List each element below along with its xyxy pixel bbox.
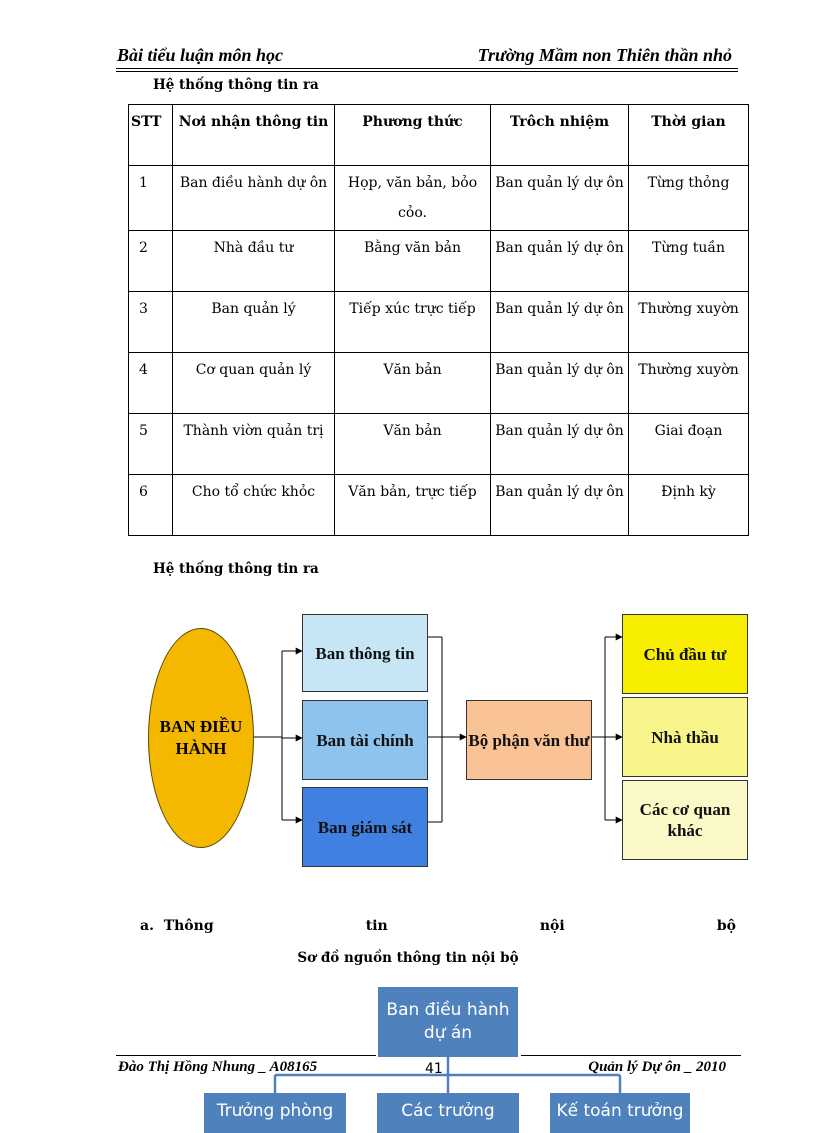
page-number: 41 bbox=[425, 1061, 443, 1077]
diagram-hub-node: Bộ phận văn thư bbox=[466, 700, 592, 780]
table-cell: Ban quản lý dự ôn bbox=[491, 166, 629, 231]
table-cell: 2 bbox=[129, 231, 173, 292]
intro-word: Thông bbox=[163, 918, 214, 934]
footer-rule bbox=[521, 1055, 741, 1056]
table-cell: Ban quản lý dự ôn bbox=[491, 353, 629, 414]
table-cell: Văn bản, trực tiếp bbox=[335, 475, 491, 536]
intro-word: nội bbox=[539, 918, 565, 934]
table-cell: Ban điều hành dự ôn bbox=[173, 166, 335, 231]
table-cell: Ban quản lý dự ôn bbox=[491, 414, 629, 475]
org-node-top: Ban điều hành dự án bbox=[378, 987, 518, 1057]
table-cell: Thường xuyờn bbox=[629, 353, 749, 414]
column-header: STT bbox=[129, 105, 173, 166]
table-cell: Văn bản bbox=[335, 414, 491, 475]
diagram-source-node: BAN ĐIỀU HÀNH bbox=[148, 628, 254, 848]
table-cell: Ban quản lý bbox=[173, 292, 335, 353]
table-cell: Ban quản lý dự ôn bbox=[491, 475, 629, 536]
table-cell: Thành viờn quản trị bbox=[173, 414, 335, 475]
section-title: Hệ thống thông tin ra bbox=[153, 77, 319, 93]
table-cell: Từng tuần bbox=[629, 231, 749, 292]
header-left: Bài tiểu luận môn học bbox=[117, 45, 284, 65]
table-cell: Văn bản bbox=[335, 353, 491, 414]
table-cell: Thường xuyờn bbox=[629, 292, 749, 353]
table-cell: Ban quản lý dự ôn bbox=[491, 292, 629, 353]
table-cell: Ban quản lý dự ôn bbox=[491, 231, 629, 292]
diagram-target-nha-thau: Nhà thầu bbox=[622, 697, 748, 777]
column-header: Thời gian bbox=[629, 105, 749, 166]
table-cell: Định kỳ bbox=[629, 475, 749, 536]
table-cell: Nhà đầu tư bbox=[173, 231, 335, 292]
table-cell: 3 bbox=[129, 292, 173, 353]
column-header: Phương thức bbox=[335, 105, 491, 166]
table-cell: Tiếp xúc trực tiếp bbox=[335, 292, 491, 353]
list-marker: a. bbox=[140, 918, 154, 934]
diagram-node-ban-giam-sat: Ban giám sát bbox=[302, 787, 428, 867]
diagram-target-chu-dau-tu: Chủ đầu tư bbox=[622, 614, 748, 694]
table-cell: 4 bbox=[129, 353, 173, 414]
table-cell: 5 bbox=[129, 414, 173, 475]
table-cell: 1 bbox=[129, 166, 173, 231]
diagram-target-cac-co-quan: Các cơ quan khác bbox=[622, 780, 748, 860]
table-cell: Cơ quan quản lý bbox=[173, 353, 335, 414]
header-right: Trường Mầm non Thiên thần nhỏ bbox=[477, 45, 732, 65]
column-header: Nơi nhận thông tin bbox=[173, 105, 335, 166]
intro-word: tin bbox=[365, 918, 388, 934]
footer-author: Đào Thị Hồng Nhung _ A08165 bbox=[118, 1059, 318, 1075]
diagram-node-ban-tai-chinh: Ban tài chính bbox=[302, 700, 428, 780]
diagram-node-ban-thong-tin: Ban thông tin bbox=[302, 614, 428, 692]
org-node-child: Kế toán trưởng bbox=[550, 1093, 690, 1133]
table-cell: Cho tổ chức khỏc bbox=[173, 475, 335, 536]
table-cell: Từng thỏng bbox=[629, 166, 749, 231]
intro-word: bộ bbox=[716, 918, 736, 934]
column-header: Trôch nhiệm bbox=[491, 105, 629, 166]
table-cell: Họp, văn bản, bỏo cỏo. bbox=[335, 166, 491, 231]
table-cell: 6 bbox=[129, 475, 173, 536]
table-cell: Giai đoạn bbox=[629, 414, 749, 475]
org-node-child: Các trưởng bbox=[377, 1093, 519, 1133]
org-node-child: Trưởng phòng bbox=[204, 1093, 346, 1133]
section-title: Hệ thống thông tin ra bbox=[153, 561, 319, 577]
table-cell: Bằng văn bản bbox=[335, 231, 491, 292]
footer-course: Quản lý Dự ôn _ 2010 bbox=[588, 1059, 726, 1075]
org-chart-caption: Sơ đồ nguồn thông tin nội bộ bbox=[297, 950, 519, 966]
footer-rule bbox=[116, 1055, 376, 1056]
